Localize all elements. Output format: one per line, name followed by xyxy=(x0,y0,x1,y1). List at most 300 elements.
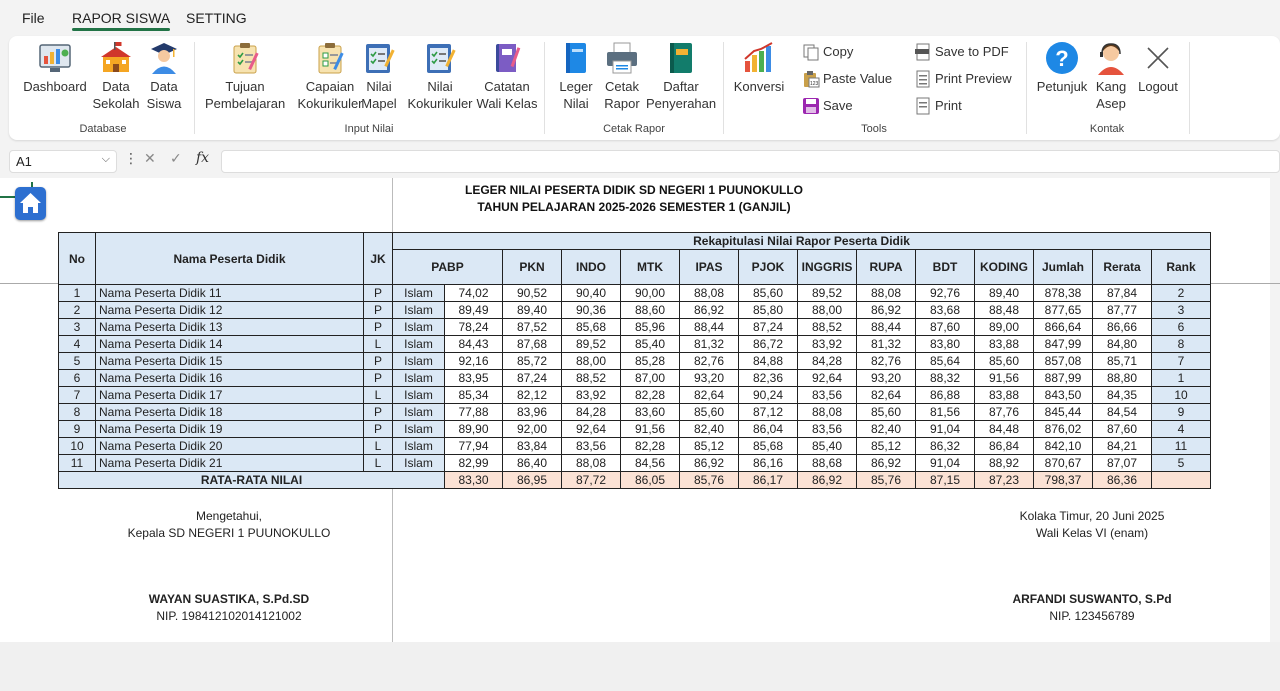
print-icon xyxy=(914,97,932,115)
cell-value[interactable]: 92,16 xyxy=(445,353,503,370)
cell-no[interactable]: 2 xyxy=(59,302,96,319)
cell-value[interactable]: 85,40 xyxy=(798,438,857,455)
cell-value[interactable]: 89,40 xyxy=(975,285,1034,302)
cell-value[interactable]: 88,92 xyxy=(975,455,1034,472)
cell-value[interactable]: 9 xyxy=(1152,404,1211,421)
cell-value[interactable]: 87,76 xyxy=(975,404,1034,421)
notebook-icon xyxy=(490,41,524,75)
cell-value[interactable]: 87,84 xyxy=(1093,285,1152,302)
cell-value[interactable]: 85,28 xyxy=(621,353,680,370)
cell-no[interactable]: 7 xyxy=(59,387,96,404)
cell-value[interactable]: 92,76 xyxy=(916,285,975,302)
nilai-kokurikuler-button[interactable] xyxy=(405,41,475,112)
cell-value[interactable]: 88,60 xyxy=(621,302,680,319)
cell-value[interactable]: 847,99 xyxy=(1034,336,1093,353)
cell-jk[interactable]: P xyxy=(364,404,393,421)
cell-value[interactable]: 88,00 xyxy=(798,302,857,319)
column-header: PABP xyxy=(393,250,503,285)
cell-no[interactable]: 4 xyxy=(59,336,96,353)
cell-value[interactable]: 87,77 xyxy=(1093,302,1152,319)
cell-no[interactable]: 10 xyxy=(59,438,96,455)
cell-value[interactable]: 78,24 xyxy=(445,319,503,336)
paste-icon xyxy=(802,70,820,88)
cell-value[interactable]: 82,76 xyxy=(857,353,916,370)
cell-value[interactable]: 85,12 xyxy=(680,438,739,455)
daftar-label-1: Daftar xyxy=(663,79,699,94)
cell-no[interactable]: 8 xyxy=(59,404,96,421)
cell-value[interactable]: 83,88 xyxy=(975,387,1034,404)
cell-value[interactable]: 82,64 xyxy=(680,387,739,404)
cell-value[interactable]: 85,60 xyxy=(857,404,916,421)
cell-no[interactable]: 9 xyxy=(59,421,96,438)
cell-value[interactable]: 878,38 xyxy=(1034,285,1093,302)
cell-value[interactable]: 86,32 xyxy=(916,438,975,455)
formula-bar xyxy=(0,146,1280,176)
cell-value[interactable]: 82,28 xyxy=(621,387,680,404)
average-value[interactable]: 85,76 xyxy=(680,472,739,489)
cell-value[interactable]: 85,80 xyxy=(739,302,798,319)
cell-jk[interactable]: P xyxy=(364,370,393,387)
group-cetak-label: Cetak Rapor xyxy=(603,123,665,135)
cetak-rapor-button[interactable] xyxy=(602,41,642,112)
cell-value[interactable]: 74,02 xyxy=(445,285,503,302)
cell-value[interactable]: 88,52 xyxy=(798,319,857,336)
cell-value[interactable]: 87,60 xyxy=(1093,421,1152,438)
cell-value[interactable]: 82,12 xyxy=(503,387,562,404)
cell-value[interactable]: 85,71 xyxy=(1093,353,1152,370)
table-row xyxy=(59,285,1211,302)
cell-value[interactable]: 87,12 xyxy=(739,404,798,421)
group-separator xyxy=(194,42,195,134)
cell-agama[interactable]: Islam xyxy=(393,302,445,319)
cell-value[interactable]: 86,72 xyxy=(739,336,798,353)
cell-value[interactable]: 81,32 xyxy=(680,336,739,353)
daftar-penyerahan-button[interactable] xyxy=(646,41,716,112)
cell-value[interactable]: 89,90 xyxy=(445,421,503,438)
cell-value[interactable]: 83,92 xyxy=(798,336,857,353)
sig-left-line2: Kepala SD NEGERI 1 PUUNOKULLO xyxy=(127,526,331,540)
cell-agama[interactable]: Islam xyxy=(393,421,445,438)
save-to-pdf-button[interactable] xyxy=(914,42,1009,62)
cell-no[interactable]: 6 xyxy=(59,370,96,387)
cell-value[interactable]: 81,56 xyxy=(916,404,975,421)
cell-value[interactable]: 82,40 xyxy=(857,421,916,438)
cell-value[interactable]: 87,07 xyxy=(1093,455,1152,472)
cell-value[interactable]: 88,68 xyxy=(798,455,857,472)
cell-value[interactable]: 89,52 xyxy=(562,336,621,353)
cell-jk[interactable]: L xyxy=(364,387,393,404)
column-header: PKN xyxy=(503,250,562,285)
school-icon xyxy=(99,41,133,75)
cell-value[interactable]: 89,52 xyxy=(798,285,857,302)
cell-value[interactable]: 86,88 xyxy=(916,387,975,404)
copy-label: Copy xyxy=(823,44,854,59)
cell-value[interactable]: 84,43 xyxy=(445,336,503,353)
data-sekolah-label-2: Sekolah xyxy=(92,96,140,111)
average-value[interactable]: 83,30 xyxy=(445,472,503,489)
cell-value[interactable]: 77,88 xyxy=(445,404,503,421)
konversi-label: Konversi xyxy=(733,79,785,94)
cell-nama[interactable]: Nama Peserta Didik 13 xyxy=(96,319,364,336)
cell-value[interactable]: 88,08 xyxy=(857,285,916,302)
group-separator xyxy=(723,42,724,134)
table-row xyxy=(59,404,1211,421)
cell-value[interactable]: 1 xyxy=(1152,370,1211,387)
cell-value[interactable]: 87,24 xyxy=(503,370,562,387)
nilai-mapel-label-1: Nilai xyxy=(366,79,392,94)
print-preview-icon xyxy=(914,70,932,88)
cell-value[interactable]: 85,34 xyxy=(445,387,503,404)
cell-value[interactable]: 11 xyxy=(1152,438,1211,455)
cell-jk[interactable]: P xyxy=(364,319,393,336)
dashboard-button[interactable] xyxy=(23,41,87,95)
print-preview-button[interactable] xyxy=(914,69,1012,89)
menu-file[interactable]: File xyxy=(22,10,45,26)
cell-nama[interactable]: Nama Peserta Didik 12 xyxy=(96,302,364,319)
cell-value[interactable]: 92,64 xyxy=(798,370,857,387)
cell-value[interactable]: 92,64 xyxy=(562,421,621,438)
average-value[interactable]: 86,17 xyxy=(739,472,798,489)
cell-value[interactable]: 90,24 xyxy=(739,387,798,404)
cell-value[interactable]: 85,96 xyxy=(621,319,680,336)
average-value[interactable]: 87,72 xyxy=(562,472,621,489)
header-nama: Nama Peserta Didik xyxy=(96,233,364,285)
nilai-mapel-label-2: Mapel xyxy=(361,96,397,111)
table-row xyxy=(59,302,1211,319)
cell-nama[interactable]: Nama Peserta Didik 15 xyxy=(96,353,364,370)
nilai-mapel-button[interactable] xyxy=(359,41,399,112)
average-value[interactable]: 86,95 xyxy=(503,472,562,489)
cell-nama[interactable]: Nama Peserta Didik 20 xyxy=(96,438,364,455)
leger-nilai-button[interactable] xyxy=(556,41,596,112)
cell-value[interactable]: 870,67 xyxy=(1034,455,1093,472)
cell-value[interactable]: 84,80 xyxy=(1093,336,1152,353)
average-row xyxy=(59,472,1211,489)
cell-value[interactable]: 83,96 xyxy=(503,404,562,421)
cell-value[interactable]: 83,60 xyxy=(621,404,680,421)
paste-value-button[interactable] xyxy=(802,69,892,89)
menu-rapor-siswa[interactable]: RAPOR SISWA xyxy=(72,10,171,26)
cell-value[interactable]: 86,04 xyxy=(739,421,798,438)
cell-value[interactable]: 84,48 xyxy=(975,421,1034,438)
cell-value[interactable]: 843,50 xyxy=(1034,387,1093,404)
cell-value[interactable]: 88,44 xyxy=(857,319,916,336)
cell-no[interactable]: 3 xyxy=(59,319,96,336)
konversi-button[interactable] xyxy=(731,41,787,95)
paste-value-label: Paste Value xyxy=(823,71,893,86)
cell-value[interactable]: 85,68 xyxy=(739,438,798,455)
cell-agama[interactable]: Islam xyxy=(393,336,445,353)
pdf-icon xyxy=(914,43,932,61)
tujuan-label-1: Tujuan xyxy=(225,79,265,94)
cell-nama[interactable]: Nama Peserta Didik 17 xyxy=(96,387,364,404)
cell-value[interactable]: 86,92 xyxy=(680,455,739,472)
name-box[interactable] xyxy=(9,150,117,173)
table-row xyxy=(59,455,1211,472)
cell-value[interactable]: 82,76 xyxy=(680,353,739,370)
cell-value[interactable]: 82,28 xyxy=(621,438,680,455)
petunjuk-button[interactable] xyxy=(1035,41,1089,95)
cell-value[interactable]: 83,68 xyxy=(916,302,975,319)
cell-nama[interactable]: Nama Peserta Didik 18 xyxy=(96,404,364,421)
cell-value[interactable]: 857,08 xyxy=(1034,353,1093,370)
cell-value[interactable]: 83,80 xyxy=(916,336,975,353)
cell-value[interactable]: 92,00 xyxy=(503,421,562,438)
cell-value[interactable]: 88,80 xyxy=(1093,370,1152,387)
cell-value[interactable]: 84,35 xyxy=(1093,387,1152,404)
cell-value[interactable]: 866,64 xyxy=(1034,319,1093,336)
cell-agama[interactable]: Islam xyxy=(393,319,445,336)
cell-agama[interactable]: Islam xyxy=(393,353,445,370)
cell-value[interactable]: 91,56 xyxy=(621,421,680,438)
print-label: Print xyxy=(935,98,962,113)
average-value[interactable]: 798,37 xyxy=(1034,472,1093,489)
cell-value[interactable]: 89,00 xyxy=(975,319,1034,336)
data-siswa-label-1: Data xyxy=(150,79,178,94)
cell-no[interactable]: 11 xyxy=(59,455,96,472)
ribbon xyxy=(9,36,1280,140)
cell-value[interactable]: 91,04 xyxy=(916,455,975,472)
cell-value[interactable]: 81,32 xyxy=(857,336,916,353)
cell-jk[interactable]: L xyxy=(364,438,393,455)
cell-value[interactable]: 842,10 xyxy=(1034,438,1093,455)
sig-right-line2: Wali Kelas VI (enam) xyxy=(1035,526,1149,540)
cell-value[interactable]: 7 xyxy=(1152,353,1211,370)
copy-button[interactable] xyxy=(802,42,853,62)
cell-value[interactable]: 83,56 xyxy=(798,387,857,404)
cell-value[interactable]: 86,92 xyxy=(857,455,916,472)
capaian-kokurikuler-button[interactable] xyxy=(290,41,370,112)
cell-nama[interactable]: Nama Peserta Didik 16 xyxy=(96,370,364,387)
cell-jk[interactable]: L xyxy=(364,336,393,353)
average-value[interactable]: 87,23 xyxy=(975,472,1034,489)
average-value[interactable]: 86,05 xyxy=(621,472,680,489)
column-header: RUPA xyxy=(857,250,916,285)
cell-value[interactable]: 85,40 xyxy=(621,336,680,353)
group-kontak-label: Kontak xyxy=(1089,123,1125,135)
dashboard-icon xyxy=(38,41,72,75)
cell-no[interactable]: 1 xyxy=(59,285,96,302)
average-value[interactable]: 86,36 xyxy=(1093,472,1152,489)
svg-text:?: ? xyxy=(1055,46,1069,71)
catatan-wali-kelas-button[interactable] xyxy=(475,41,539,112)
table-row xyxy=(59,387,1211,404)
nilai-kokurikuler-label-1: Nilai xyxy=(427,79,453,94)
cancel-icon[interactable]: ✕ xyxy=(144,150,156,166)
cell-value[interactable]: 88,08 xyxy=(562,455,621,472)
cell-value[interactable]: 5 xyxy=(1152,455,1211,472)
cell-value[interactable]: 85,64 xyxy=(916,353,975,370)
cell-value[interactable]: 90,40 xyxy=(562,285,621,302)
cell-value[interactable]: 82,36 xyxy=(739,370,798,387)
cell-value[interactable]: 87,68 xyxy=(503,336,562,353)
cell-value[interactable]: 2 xyxy=(1152,285,1211,302)
table-row xyxy=(59,438,1211,455)
cell-agama[interactable]: Islam xyxy=(393,438,445,455)
cell-value[interactable]: 84,54 xyxy=(1093,404,1152,421)
data-sekolah-button[interactable] xyxy=(92,41,140,112)
cell-no[interactable]: 5 xyxy=(59,353,96,370)
more-options-icon: ⋮ xyxy=(124,150,138,166)
cell-value[interactable]: 877,65 xyxy=(1034,302,1093,319)
petunjuk-label: Petunjuk xyxy=(1036,79,1088,94)
cell-value[interactable]: 86,40 xyxy=(503,455,562,472)
ledger-book-icon xyxy=(664,41,698,75)
cell-value[interactable]: 85,72 xyxy=(503,353,562,370)
cell-value[interactable]: 90,52 xyxy=(503,285,562,302)
group-separator xyxy=(1026,42,1027,134)
kang-asep-button[interactable] xyxy=(1091,41,1131,112)
cell-agama[interactable]: Islam xyxy=(393,285,445,302)
save-to-pdf-label: Save to PDF xyxy=(935,44,1009,59)
cell-value[interactable]: 86,92 xyxy=(857,302,916,319)
cell-value[interactable]: 91,56 xyxy=(975,370,1034,387)
chevron-down-icon: ⌵ xyxy=(101,153,110,165)
print-button[interactable] xyxy=(914,96,962,116)
cell-value[interactable]: 83,56 xyxy=(798,421,857,438)
function-icon[interactable]: fx xyxy=(196,150,210,166)
cell-value[interactable]: 90,00 xyxy=(621,285,680,302)
close-icon xyxy=(1141,41,1175,75)
cell-value[interactable]: 84,21 xyxy=(1093,438,1152,455)
grade-sheet-icon-2 xyxy=(423,41,457,75)
cell-value[interactable]: 3 xyxy=(1152,302,1211,319)
average-value[interactable]: 85,76 xyxy=(857,472,916,489)
cell-value[interactable]: 85,60 xyxy=(680,404,739,421)
cell-value[interactable]: 89,40 xyxy=(503,302,562,319)
sig-right-line1: Kolaka Timur, 20 Juni 2025 xyxy=(1019,509,1165,523)
cell-value[interactable]: 87,60 xyxy=(916,319,975,336)
cell-value[interactable]: 91,04 xyxy=(916,421,975,438)
leger-table xyxy=(58,232,1211,489)
table-row xyxy=(59,421,1211,438)
cell-value[interactable]: 83,92 xyxy=(562,387,621,404)
cell-value[interactable]: 86,66 xyxy=(1093,319,1152,336)
data-sekolah-label-1: Data xyxy=(102,79,130,94)
dashboard-label: Dashboard xyxy=(23,79,87,94)
table-row xyxy=(59,336,1211,353)
cell-value[interactable]: 8 xyxy=(1152,336,1211,353)
cell-value[interactable]: 88,00 xyxy=(562,353,621,370)
cell-value[interactable]: 86,16 xyxy=(739,455,798,472)
cell-value[interactable]: 88,52 xyxy=(562,370,621,387)
cell-jk[interactable]: P xyxy=(364,285,393,302)
cell-value[interactable]: 83,56 xyxy=(562,438,621,455)
cell-agama[interactable]: Islam xyxy=(393,370,445,387)
cell-value[interactable]: 89,49 xyxy=(445,302,503,319)
cell-value[interactable]: 93,20 xyxy=(680,370,739,387)
cell-value[interactable]: 87,00 xyxy=(621,370,680,387)
cell-value[interactable]: 88,44 xyxy=(680,319,739,336)
cell-value[interactable]: 4 xyxy=(1152,421,1211,438)
cell-value[interactable]: 82,40 xyxy=(680,421,739,438)
catatan-label-1: Catatan xyxy=(484,79,530,94)
cell-value[interactable]: 84,28 xyxy=(798,353,857,370)
logout-label: Logout xyxy=(1138,79,1178,94)
cell-value[interactable]: 10 xyxy=(1152,387,1211,404)
grade-sheet-icon xyxy=(362,41,396,75)
average-value[interactable]: 87,15 xyxy=(916,472,975,489)
cell-value[interactable]: 88,08 xyxy=(680,285,739,302)
cell-value[interactable]: 83,84 xyxy=(503,438,562,455)
data-siswa-button[interactable] xyxy=(144,41,184,112)
column-header: BDT xyxy=(916,250,975,285)
enter-icon[interactable]: ✓ xyxy=(170,150,182,166)
cell-value[interactable]: 90,36 xyxy=(562,302,621,319)
cell-nama[interactable]: Nama Peserta Didik 19 xyxy=(96,421,364,438)
cell-agama[interactable]: Islam xyxy=(393,455,445,472)
cell-value[interactable]: 85,60 xyxy=(975,353,1034,370)
column-header: MTK xyxy=(621,250,680,285)
cell-value[interactable]: 83,95 xyxy=(445,370,503,387)
tujuan-pembelajaran-button[interactable] xyxy=(205,41,285,112)
cell-agama[interactable]: Islam xyxy=(393,404,445,421)
cell-value[interactable]: 77,94 xyxy=(445,438,503,455)
cell-value[interactable]: 85,12 xyxy=(857,438,916,455)
cell-nama[interactable]: Nama Peserta Didik 14 xyxy=(96,336,364,353)
cell-value[interactable]: 876,02 xyxy=(1034,421,1093,438)
table-row xyxy=(59,370,1211,387)
cell-value[interactable]: 85,60 xyxy=(739,285,798,302)
cell-value[interactable]: 82,99 xyxy=(445,455,503,472)
average-value[interactable]: 86,92 xyxy=(798,472,857,489)
sig-right-name: ARFANDI SUSWANTO, S.Pd xyxy=(1012,592,1172,606)
cell-value[interactable]: 86,84 xyxy=(975,438,1034,455)
average-value[interactable] xyxy=(1152,472,1211,489)
cell-nama[interactable]: Nama Peserta Didik 11 xyxy=(96,285,364,302)
column-header: Rank xyxy=(1152,250,1211,285)
formula-input[interactable] xyxy=(221,150,1280,173)
cell-value[interactable]: 86,92 xyxy=(680,302,739,319)
cell-value[interactable]: 845,44 xyxy=(1034,404,1093,421)
cell-value[interactable]: 887,99 xyxy=(1034,370,1093,387)
data-siswa-label-2: Siswa xyxy=(146,96,182,111)
bar-chart-icon xyxy=(742,41,776,75)
cell-value[interactable]: 88,48 xyxy=(975,302,1034,319)
cell-value[interactable]: 88,08 xyxy=(798,404,857,421)
save-button[interactable] xyxy=(802,96,853,116)
group-database-label: Database xyxy=(79,123,127,135)
sheet-footer-area xyxy=(0,642,1280,691)
cell-value[interactable]: 87,24 xyxy=(739,319,798,336)
cell-value[interactable]: 84,56 xyxy=(621,455,680,472)
report-title: LEGER NILAI PESERTA DIDIK SD NEGERI 1 PUUNOKULLO xyxy=(464,183,804,197)
cell-value[interactable]: 93,20 xyxy=(857,370,916,387)
cell-value[interactable]: 88,32 xyxy=(916,370,975,387)
nilai-kokurikuler-label-2: Kokurikuler xyxy=(407,96,473,111)
worksheet xyxy=(0,178,1270,642)
cell-value[interactable]: 6 xyxy=(1152,319,1211,336)
logout-button[interactable] xyxy=(1135,41,1181,95)
menu-setting[interactable]: SETTING xyxy=(186,10,247,26)
cell-value[interactable]: 82,64 xyxy=(857,387,916,404)
cell-nama[interactable]: Nama Peserta Didik 21 xyxy=(96,455,364,472)
cell-agama[interactable]: Islam xyxy=(393,387,445,404)
cell-jk[interactable]: P xyxy=(364,302,393,319)
cell-jk[interactable]: P xyxy=(364,421,393,438)
print-preview-label: Print Preview xyxy=(935,71,1012,86)
cell-value[interactable]: 84,88 xyxy=(739,353,798,370)
group-separator xyxy=(544,42,545,134)
cell-jk[interactable]: L xyxy=(364,455,393,472)
cell-value[interactable]: 84,28 xyxy=(562,404,621,421)
cell-value[interactable]: 83,88 xyxy=(975,336,1034,353)
cell-value[interactable]: 87,52 xyxy=(503,319,562,336)
cell-value[interactable]: 85,68 xyxy=(562,319,621,336)
capaian-label-2: Kokurikuler xyxy=(297,96,363,111)
sig-right-nip: NIP. 123456789 xyxy=(1049,609,1135,623)
cell-jk[interactable]: P xyxy=(364,353,393,370)
